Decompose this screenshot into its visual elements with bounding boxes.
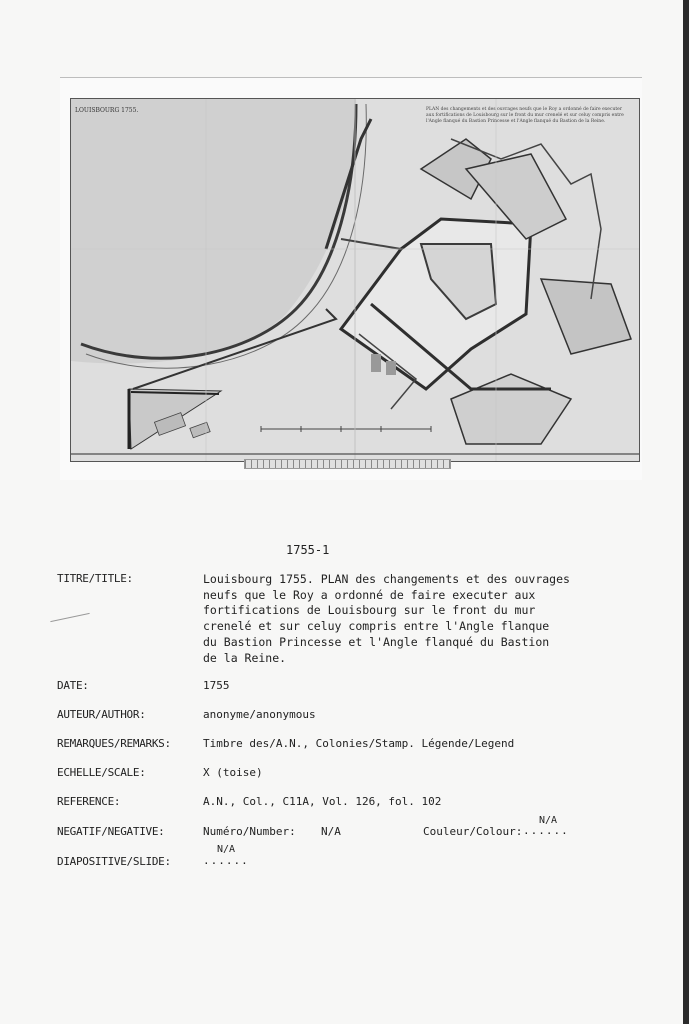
fortification-map-image: [70, 98, 640, 462]
scale-label: ECHELLE/SCALE:: [57, 766, 146, 779]
author-value: anonyme/anonymous: [203, 708, 316, 721]
colour-value: N/A: [539, 815, 558, 826]
reference-label: REFERENCE:: [57, 795, 121, 808]
map-reference-label: LOUISBOURG 1755.: [75, 107, 139, 114]
colour-label: Couleur/Colour:: [423, 825, 523, 838]
slide-label: DIAPOSITIVE/SLIDE:: [57, 855, 171, 868]
page-edge-shadow: [683, 0, 689, 1024]
title-label: TITRE/TITLE:: [57, 572, 133, 585]
colour-dots: ......: [523, 824, 569, 837]
title-value: Louisbourg 1755. PLAN des changements et des ouvrages neufs que le Roy a ordonné de faire executer aux fortifications de Louisbourg sur le front du mur crenelé et sur celuy compris entre l'Angle flanque du Bastion Princesse et l'Angle flanqué du Bastion de la Reine.: [203, 572, 570, 665]
slide-value: N/A: [217, 844, 236, 855]
negative-number-value: N/A: [321, 825, 341, 838]
slide-dots: ......: [203, 854, 249, 867]
remarks-value: Timbre des/A.N., Colonies/Stamp. Légende/Legend: [203, 737, 515, 750]
negative-label: NEGATIF/NEGATIVE:: [57, 825, 165, 838]
author-label: AUTEUR/AUTHOR:: [57, 708, 146, 721]
scale-value: X (toise): [203, 766, 263, 779]
map-caption: PLAN des changements et des ouvrages neufs que le Roy a ordonné de faire executer aux fortifications de Louisbourg sur le front du mur crenelé et sur celuy compris entre l'Angle flanqué du Bastion Princesse et l'Angle flanqué du Bastion de la Reine.: [426, 107, 624, 124]
date-label: DATE:: [57, 679, 89, 692]
photo-scale-ruler: [244, 459, 451, 469]
document-number: 1755-1: [286, 543, 330, 557]
pen-mark: [50, 613, 89, 622]
date-value: 1755: [203, 679, 230, 692]
remarks-label: REMARQUES/REMARKS:: [57, 737, 171, 750]
negative-number-label: Numéro/Number:: [203, 825, 296, 838]
map-drawing: [71, 99, 639, 461]
reference-value: A.N., Col., C11A, Vol. 126, fol. 102: [203, 795, 442, 808]
